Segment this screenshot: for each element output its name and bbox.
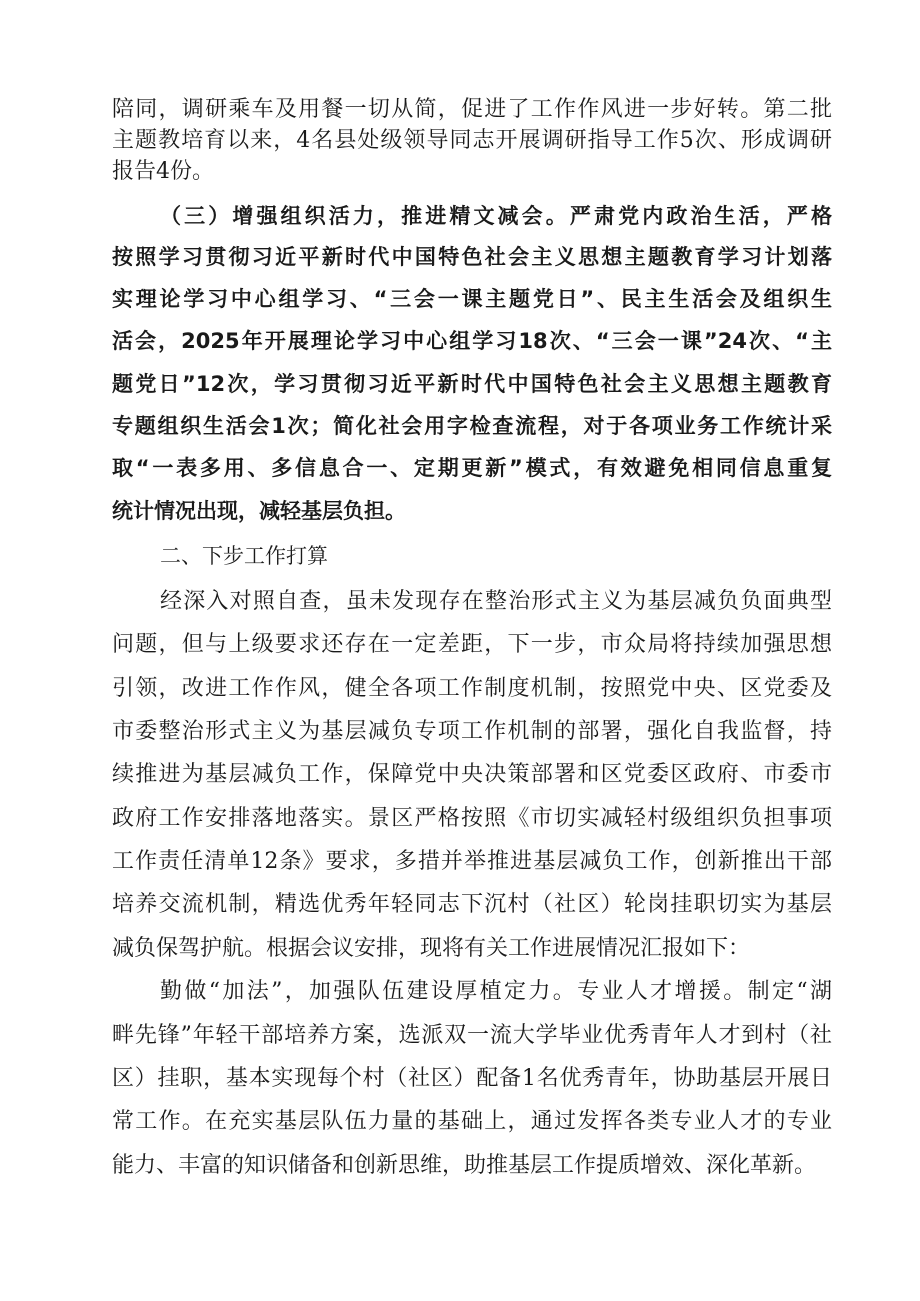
paragraph-4-line-4: 常工作。在充实基层队伍力量的基础上，通过发挥各类专业人才的专业: [112, 1109, 832, 1134]
section-heading: 二、下步工作打算: [160, 544, 328, 568]
paragraph-3-line-4: 市委整治形式主义为基层减负专项工作机制的部署，强化自我监督，持: [112, 719, 832, 744]
paragraph-4-line-5: 能力、丰富的知识储备和创新思维，助推基层工作提质增效、深化革新。: [112, 1153, 817, 1178]
paragraph-4-line-2: 畔先锋”年轻干部培养方案，选派双一流大学毕业优秀青年人才到村（社: [112, 1023, 832, 1048]
paragraph-1-line-3: 报告4份。: [112, 159, 214, 184]
paragraph-4-line-1: 勤做“加法”，加强队伍建设厚植定力。专业人才增援。制定“湖: [160, 979, 832, 1004]
paragraph-2-line-1: （三）增强组织活力，推进精文减会。严肃党内政治生活，严格: [160, 204, 832, 228]
paragraph-3-line-1: 经深入对照自查，虽未发现存在整治形式主义为基层减负负面典型: [160, 589, 832, 614]
paragraph-2-line-5: 题党日”12次，学习贯彻习近平新时代中国特色社会主义思想主题教育: [112, 372, 832, 396]
paragraph-4-line-3: 区）挂职，基本实现每个村（社区）配备1名优秀青年，协助基层开展日: [112, 1066, 832, 1091]
paragraph-3-line-2: 问题，但与上级要求还存在一定差距，下一步，市众局将持续加强思想: [112, 632, 832, 657]
paragraph-2-line-3: 实理论学习中心组学习、“三会一课主题党日”、民主生活会及组织生: [112, 287, 832, 311]
paragraph-1-line-1: 陪同，调研乘车及用餐一切从简，促进了工作作风进一步好转。第二批: [112, 97, 832, 122]
paragraph-3-line-5: 续推进为基层减负工作，保障党中央决策部署和区党委区政府、市委市: [112, 762, 832, 787]
paragraph-3-line-3: 引领，改进工作作风，健全各项工作制度机制，按照党中央、区党委及: [112, 676, 832, 701]
paragraph-2-line-4: 活会，2025年开展理论学习中心组学习18次、“三会一课”24次、“主: [112, 329, 832, 353]
paragraph-3-line-8: 培养交流机制，精选优秀年轻同志下沉村（社区）轮岗挂职切实为基层: [112, 892, 832, 917]
paragraph-2-line-6: 专题组织生活会1次；简化社会用字检查流程，对于各项业务工作统计采: [112, 414, 832, 438]
paragraph-3-line-9: 减负保驾护航。根据会议安排，现将有关工作进展情况汇报如下：: [112, 936, 751, 961]
paragraph-2-line-8: 统计情况出现，减轻基层负担。: [112, 499, 406, 523]
paragraph-1-line-2: 主题教培育以来，4名县处级领导同志开展调研指导工作5次、形成调研: [112, 128, 832, 153]
paragraph-2-line-7: 取“一表多用、多信息合一、定期更新”模式，有效避免相同信息重复: [112, 456, 832, 480]
paragraph-3-line-7: 工作责任清单12条》要求，多措并举推进基层减负工作，创新推出干部: [112, 849, 832, 874]
paragraph-3-line-6: 政府工作安排落地落实。景区严格按照《市切实减轻村级组织负担事项: [112, 806, 832, 831]
paragraph-2-line-2: 按照学习贯彻习近平新时代中国特色社会主义思想主题教育学习计划落: [112, 245, 832, 269]
